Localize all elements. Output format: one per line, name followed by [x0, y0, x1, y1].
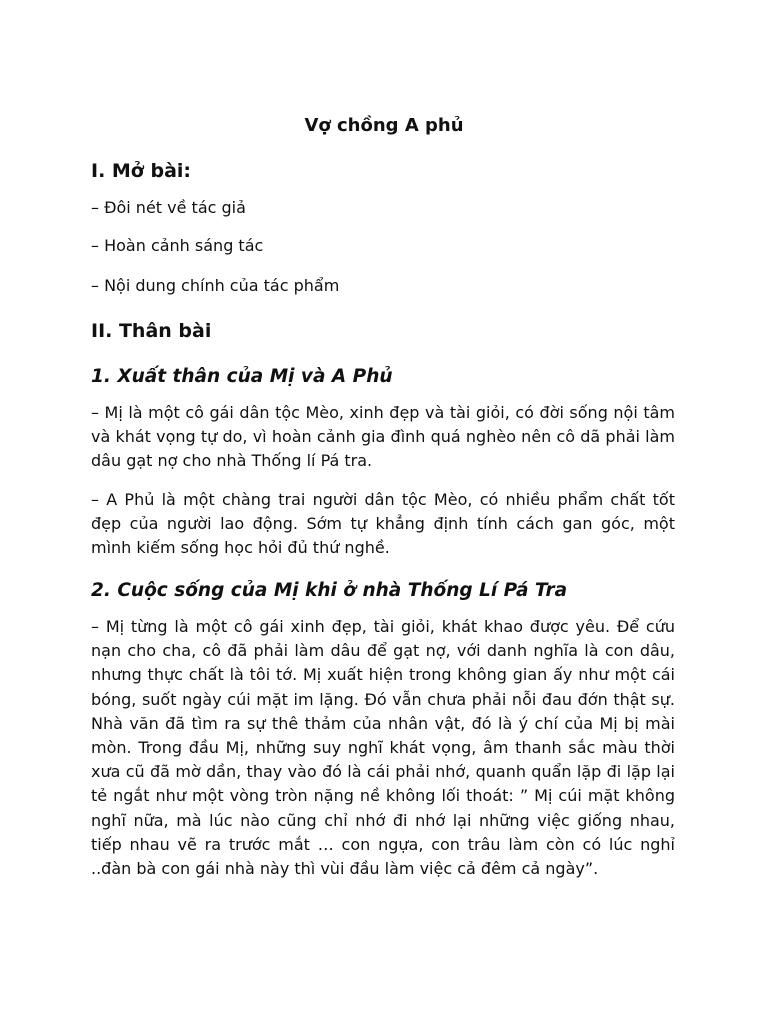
subsection-heading-origin: 1. Xuất thân của Mị và A Phủ: [91, 366, 393, 387]
subsection-heading-life: 2. Cuộc sống của Mị khi ở nhà Thống Lí Pá Tra: [91, 580, 568, 601]
list-item: – Nội dung chính của tác phẩm: [91, 276, 340, 295]
paragraph-mi-life: – Mị từng là một cô gái xinh đẹp, tài giỏi, khát khao được yêu. Để cứu nạn cho cha, cô đã phải làm dâu để gạt nợ, với danh nghĩa là con dâu, nhưng thực chất là tôi tớ. Mị xuất hiện trong không gian ấy như một cái bóng, suốt ngày cúi mặt im lặng. Đó vẫn chưa phải nỗi đau đớn thật sự. Nhà văn đã tìm ra sự thê thảm của nhân vật, đó là ý chí của Mị bị mài mòn. Trong đầu Mị, những suy nghĩ khát vọng, âm thanh sắc màu thời xưa cũ đã mờ dần, thay vào đó là cái phải nhớ, quanh quẩn lặp đi lặp lại tẻ ngắt như một vòng tròn nặng nề không lối thoát: ” Mị cúi mặt không nghĩ nữa, mà lúc nào cũng chỉ nhớ đi nhớ lại những việc giống nhau, tiếp nhau vẽ ra trước mắt … con ngựa, con trâu làm còn có lúc nghỉ ..đàn bà con gái nhà này thì vùi đầu làm việc cả đêm cả ngày”.: [91, 617, 675, 879]
section-heading-body: II. Thân bài: [91, 320, 212, 342]
list-item: – Đôi nét về tác giả: [91, 198, 246, 217]
paragraph-mi-origin: – Mị là một cô gái dân tộc Mèo, xinh đẹp và tài giỏi, có đời sống nội tâm và khát vọng tự do, vì hoàn cảnh gia đình quá nghèo nên cô dã phải làm dâu gạt nợ cho nhà Thống lí Pá tra.: [91, 403, 675, 471]
section-heading-intro: I. Mở bài:: [91, 160, 192, 182]
paragraph-aphu-origin: – A Phủ là một chàng trai người dân tộc Mèo, có nhiều phẩm chất tốt đẹp của người lao động. Sớm tự khẳng định tính cách gan góc, một mình kiếm sống học hỏi đủ thứ nghề.: [91, 490, 675, 558]
document-title: Vợ chồng A phủ: [304, 115, 464, 136]
list-item: – Hoàn cảnh sáng tác: [91, 236, 264, 255]
